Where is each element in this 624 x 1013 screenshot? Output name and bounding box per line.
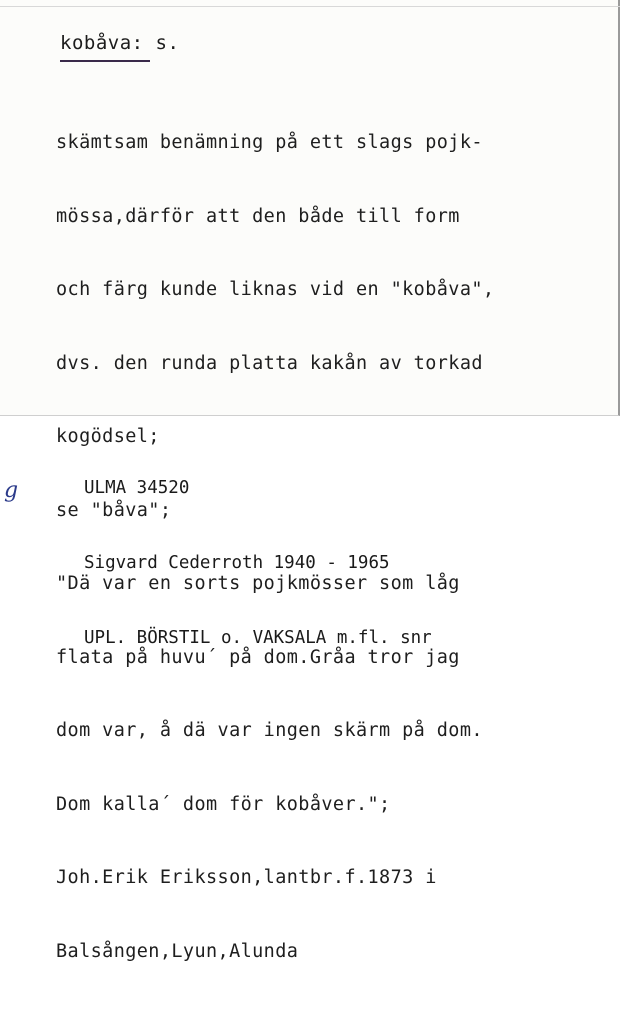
definition-line: och färg kunde liknas vid en "kobåva", xyxy=(56,279,495,300)
cross-reference-line: se "båva"; xyxy=(56,499,172,521)
definition-line: mössa,därför att den både till form xyxy=(56,205,460,227)
quote-line: flata på huvu´ på dom.Gråa tror jag xyxy=(56,646,460,668)
informant-line: Joh.Erik Eriksson,lantbr.f.1873 i xyxy=(56,867,437,888)
archive-id: ULMA 34520 xyxy=(84,478,190,498)
headword-underline xyxy=(60,60,150,62)
definition-line: skämtsam benämning på ett slags pojk- xyxy=(56,132,483,153)
definition-line: kogödsel; xyxy=(56,426,160,447)
card-edge xyxy=(0,6,620,7)
informant-line: Balsången,Lyun,Alunda xyxy=(56,940,299,962)
location-line: UPL. BÖRSTIL o. VAKSALA m.fl. snr xyxy=(84,628,432,648)
archive-footer xyxy=(84,426,432,676)
collector-line: Sigvard Cederroth 1940 - 1965 xyxy=(84,553,390,573)
quote-line: "Dä var en sorts pojkmösser som låg xyxy=(56,573,460,594)
quote-line: dom var, å dä var ingen skärm på dom. xyxy=(56,720,483,741)
quote-line: Dom kalla´ dom för kobåver."; xyxy=(56,793,391,815)
headword: kobåva: s. xyxy=(60,32,180,54)
margin-mark: g xyxy=(4,478,19,503)
definition-line: dvs. den runda platta kakån av torkad xyxy=(56,352,483,374)
